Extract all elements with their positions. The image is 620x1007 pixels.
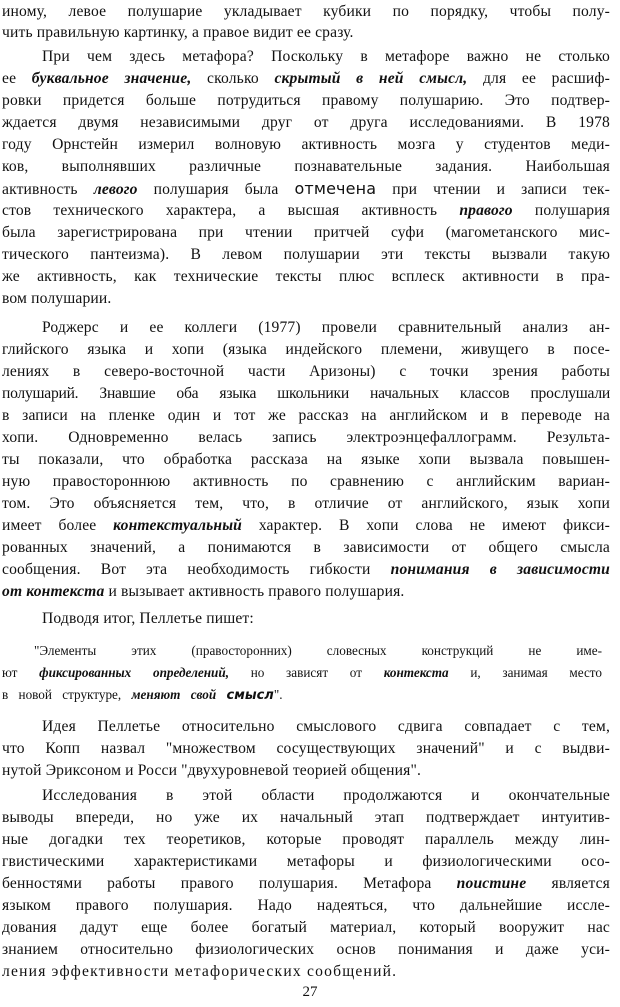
emphasis: буквальное значение, <box>31 70 192 87</box>
text-line: хопи. Одновременно велась запись электроэнцефаллограмм. Результа- <box>2 429 610 446</box>
text-line: активность левого полушария была отмечена при чтении и записи тек- <box>2 179 610 198</box>
text-line: полушарий. Знавшие оба языка школьники начальных классов прослушали <box>2 385 610 402</box>
text-line: выводы впереди, но уже их начальный этап подтверждает интуитив- <box>2 809 610 826</box>
page-number: 27 <box>302 984 318 1000</box>
emphasis: поистине <box>456 875 527 892</box>
paragraph-first-line: Идея Пеллетье относительно смыслового сдвига совпадает с тем, <box>42 718 610 735</box>
text-line: ную правостороннюю активность по сравнению с английским вариан- <box>2 473 610 490</box>
text-line: глийского языка и хопи (языка индейского племени, живущего в посе- <box>2 341 610 358</box>
paragraph-first-line: Подводя итог, Пеллетье пишет: <box>42 610 254 627</box>
paragraph-first-line: Роджерс и ее коллеги (1977) провели сравнительный анализ ан- <box>42 319 610 336</box>
text-line: от контекста и вызывает активность правого полушария. <box>2 583 405 600</box>
emphasis: меняют свой <box>131 687 217 702</box>
text-line: вом полушарии. <box>2 290 112 307</box>
emphasis: смысл <box>226 688 274 703</box>
emphasis: отмечена <box>294 179 377 198</box>
quote-line: "Элементы этих (правосторонних) словесных конструкций не име- <box>34 643 602 658</box>
text-line: лениях в северо-восточной части Аризоны) с точки зрения работы <box>2 363 610 380</box>
emphasis: левого <box>93 181 138 198</box>
text-line: ты показали, что обработка рассказа на языке хопи вызвала повышен- <box>2 451 610 468</box>
text-line: что Копп назвал "множеством сосуществующих значений" и с выдви- <box>2 740 610 757</box>
text-line: рованных значений, а понимаются в зависимости от общего смысла <box>2 539 610 556</box>
text-line: гвистическими характеристиками метафоры и физиологическими осо- <box>2 853 610 870</box>
emphasis: от контекста <box>2 583 105 600</box>
text-line: нутой Эриксоном и Росси "двухуровневой теорией общения". <box>2 762 422 779</box>
paragraph-first-line: При чем здесь метафора? Поскольку в метафоре важно не столько <box>42 48 610 65</box>
text-line: же активность, как технические тексты плюс всплеск активности в пра- <box>2 268 610 285</box>
text-line: бенностями работы правого полушария. Метафора поистине является <box>2 875 610 892</box>
emphasis: скрытый в ней смысл, <box>274 70 468 87</box>
emphasis: контекста <box>383 665 449 680</box>
text-line: стов технического характера, а высшая активность правого полушария <box>2 202 610 219</box>
text-line: ления эффективности метафорических сообщений. <box>2 963 398 980</box>
quote-line: в новой структуре, меняют свой смысл". <box>2 687 283 703</box>
emphasis: контекстуальный <box>113 517 242 534</box>
text-line: иному, левое полушарие укладывает кубики по порядку, чтобы полу- <box>2 3 610 20</box>
text-line: знанием относительно физиологических основ понимания и даже уси- <box>2 941 610 958</box>
text-line: ные догадки тех теоретиков, которые проводят параллель между лин- <box>2 831 610 848</box>
text-line: году Орнстейн измерил волновую активность мозга у студентов меди- <box>2 136 610 153</box>
text-line: ждается двумя независимыми друг от друга исследованиями. В 1978 <box>2 114 610 131</box>
text-line: сообщения. Вот эта необходимость гибкости понимания в зависимости <box>2 561 611 578</box>
text-line: была зарегистрирована при чтении притчей суфи (магометанского мис- <box>2 224 610 241</box>
emphasis: понимания в зависимости <box>390 561 611 578</box>
paragraph-first-line: Исследования в этой области продолжаются и окончательные <box>42 787 610 804</box>
text-line: ее буквальное значение, сколько скрытый в ней смысл, для ее расшиф- <box>2 70 610 87</box>
text-line: тического пантеизма). В левом полушарии эти тексты вызвали такую <box>2 246 610 263</box>
text-line: языком правого полушария. Надо надеяться, что дальнейшие иссле- <box>2 897 610 914</box>
emphasis: правого <box>459 202 513 219</box>
text-line: том. Это объясняется тем, что, в отличие от английского, язык хопи <box>2 495 610 512</box>
text-line: дования дадут еще более богатый материал, который вооружит нас <box>2 919 610 936</box>
text-line: чить правильную картинку, а правое видит ее сразу. <box>2 24 354 41</box>
text-line: ков, выполнявших различные познавательные задания. Наибольшая <box>2 158 610 175</box>
quote-line: ют фиксированных определений, но зависят от контекста и, занимая место <box>2 665 602 680</box>
emphasis: фиксированных определений, <box>39 665 229 680</box>
text-line: ровки придется больше потрудиться правому полушарию. Это подтвер- <box>2 92 610 109</box>
text-line: имеет более контекстуальный характер. В хопи слова не имеют фикси- <box>2 517 610 534</box>
text-line: в записи на пленке один и тот же рассказ на английском и в переводе на <box>2 407 610 424</box>
